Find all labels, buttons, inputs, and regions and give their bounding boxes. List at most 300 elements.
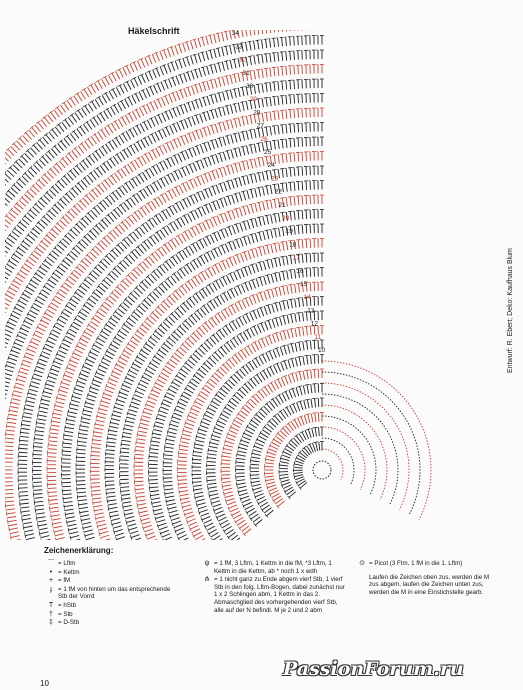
stitch-mark xyxy=(218,313,223,320)
stitch-mark xyxy=(244,222,247,231)
stitch-crossbar xyxy=(1,300,3,304)
stitch-mark xyxy=(153,505,162,507)
stitch-mark xyxy=(165,366,172,371)
stitch-mark xyxy=(53,299,61,304)
stitch-mark xyxy=(260,262,263,271)
stitch-mark xyxy=(189,522,197,525)
stitch-mark xyxy=(231,105,233,114)
stitch-mark xyxy=(77,315,85,320)
stitch-mark xyxy=(0,355,2,358)
stitch-mark xyxy=(100,166,105,173)
stitch-mark xyxy=(303,341,304,350)
stitch-mark xyxy=(240,334,245,342)
stitch-mark xyxy=(238,490,247,492)
stitch-mark xyxy=(257,439,265,443)
stitch-mark xyxy=(75,148,80,155)
stitch-mark xyxy=(207,476,216,477)
stitch-mark xyxy=(115,337,123,342)
stitch-mark xyxy=(294,138,295,147)
stitch-mark xyxy=(87,234,93,240)
stitch-mark xyxy=(238,103,240,112)
stitch-mark xyxy=(274,381,278,389)
stitch-mark xyxy=(78,289,85,294)
stitch-mark xyxy=(169,110,173,118)
stitch-mark xyxy=(210,404,218,409)
stitch-mark xyxy=(191,212,195,220)
stitch-crossbar xyxy=(0,335,2,339)
stitch-mark xyxy=(267,452,276,455)
stitch-mark xyxy=(110,318,117,323)
stitch-mark xyxy=(34,251,41,256)
stitch-mark xyxy=(241,440,249,443)
stitch-mark xyxy=(208,450,217,452)
stitch-mark xyxy=(169,428,178,430)
stitch-mark xyxy=(125,115,129,123)
stitch-mark xyxy=(219,330,224,337)
stitch-mark xyxy=(127,374,135,378)
stitch-mark xyxy=(4,219,11,225)
stitch-mark xyxy=(75,389,84,392)
stitch-mark xyxy=(24,409,33,411)
stitch-mark xyxy=(177,531,185,535)
stitch-mark xyxy=(14,343,22,346)
stitch-mark xyxy=(165,193,169,201)
stitch-mark xyxy=(86,195,92,202)
stitch-mark xyxy=(185,150,189,158)
stitch-mark xyxy=(230,273,234,281)
stitch-mark xyxy=(233,256,236,264)
stitch-mark xyxy=(134,312,141,318)
stitch-mark xyxy=(201,345,207,351)
stitch-mark xyxy=(302,225,303,234)
stitch-mark xyxy=(229,324,234,332)
stitch-mark xyxy=(0,404,4,406)
stitch-mark xyxy=(141,303,148,309)
stitch-mark xyxy=(47,192,53,198)
stitch-mark xyxy=(245,267,248,275)
stitch-mark xyxy=(199,291,204,298)
stitch-mark xyxy=(243,408,250,414)
stitch-mark xyxy=(44,174,50,181)
stitch-mark xyxy=(176,376,184,381)
stitch-mark xyxy=(23,417,32,419)
stitch-mark xyxy=(274,140,275,149)
stitch-mark xyxy=(286,81,287,90)
stitch-mark xyxy=(207,111,210,120)
stitch-mark xyxy=(128,164,133,172)
stitch-mark xyxy=(194,448,203,450)
stitch-mark xyxy=(98,286,105,292)
stitch-mark xyxy=(183,303,189,310)
stitch-mark xyxy=(7,513,16,514)
stitch-mark xyxy=(88,325,96,330)
stitch-mark xyxy=(250,328,254,336)
stitch-mark xyxy=(17,336,25,340)
stitch-mark xyxy=(171,420,180,423)
stitch-mark xyxy=(268,385,273,393)
stitch-mark xyxy=(60,289,67,294)
stitch-mark xyxy=(188,338,194,344)
stitch-mark xyxy=(244,237,247,246)
stitch-mark xyxy=(6,430,15,431)
stitch-mark xyxy=(6,509,15,510)
stitch-mark xyxy=(35,204,42,210)
stitch-mark xyxy=(256,294,259,302)
stitch-mark xyxy=(220,520,228,524)
stitch-mark xyxy=(27,260,34,265)
stitch-mark xyxy=(11,350,19,353)
stitch-mark xyxy=(139,384,147,388)
stitch-mark xyxy=(276,318,279,327)
stitch-mark xyxy=(173,93,176,101)
stitch-mark xyxy=(238,286,242,294)
stitch-mark xyxy=(251,461,260,462)
stitch-mark xyxy=(306,225,307,234)
stitch-mark xyxy=(151,441,160,443)
stitch-mark xyxy=(250,475,259,476)
stitch-mark xyxy=(243,502,251,506)
stitch-mark xyxy=(221,347,227,354)
stitch-mark xyxy=(55,184,61,191)
stitch-mark xyxy=(9,213,16,219)
stitch-mark xyxy=(137,500,146,502)
stitch-mark xyxy=(290,197,291,206)
stitch-mark xyxy=(216,281,220,289)
stitch-mark xyxy=(204,363,211,369)
stitch-mark xyxy=(49,280,56,285)
stitch-mark xyxy=(234,395,241,401)
stitch-mark xyxy=(38,524,47,526)
stitch-mark xyxy=(204,415,212,419)
stitch-mark xyxy=(228,307,233,315)
stitch-mark xyxy=(30,342,38,346)
stitch-mark xyxy=(16,339,24,343)
stitch-mark xyxy=(133,128,137,136)
stitch-mark xyxy=(66,156,72,163)
stitch-mark xyxy=(39,324,47,328)
stitch-mark xyxy=(201,272,206,280)
stitch-mark xyxy=(20,503,29,504)
stitch-mark xyxy=(12,399,21,401)
stitch-mark xyxy=(266,353,270,361)
stitch-mark xyxy=(294,124,295,133)
stitch-mark xyxy=(8,414,17,416)
stitch-mark xyxy=(282,227,283,236)
stitch-mark xyxy=(49,211,56,217)
stitch-mark xyxy=(226,326,231,333)
stitch-mark xyxy=(19,301,27,305)
stitch-mark xyxy=(154,101,158,109)
stitch-mark xyxy=(197,433,206,436)
stitch-mark xyxy=(180,538,188,540)
stitch-mark xyxy=(44,348,52,352)
stitch-mark xyxy=(178,461,187,462)
stitch-mark xyxy=(30,210,37,216)
stitch-mark xyxy=(315,398,316,407)
stitch-mark xyxy=(188,385,196,390)
stitch-mark xyxy=(215,511,223,514)
stitch-mark xyxy=(93,380,101,383)
stitch-mark xyxy=(261,308,264,316)
stitch-mark xyxy=(179,491,188,492)
stitch-mark xyxy=(169,207,174,215)
stitch-mark xyxy=(185,341,192,347)
stitch-mark xyxy=(97,338,105,343)
stitch-mark xyxy=(197,258,202,266)
stitch-mark xyxy=(270,446,278,450)
stitch-mark xyxy=(213,217,217,225)
stitch-mark xyxy=(107,438,116,439)
stitch-mark xyxy=(125,513,134,515)
stitch-mark xyxy=(17,203,24,209)
stitch-mark xyxy=(1,222,8,228)
crochet-diagram xyxy=(0,30,490,540)
stitch-mark xyxy=(81,519,90,521)
stitch-mark xyxy=(51,369,59,372)
stitch-mark xyxy=(206,221,210,229)
stitch-mark xyxy=(3,333,11,337)
stitch-mark xyxy=(175,409,183,412)
stitch-mark xyxy=(20,432,29,433)
stitch-mark xyxy=(303,386,305,395)
stitch-mark xyxy=(222,482,231,483)
stitch-mark xyxy=(174,379,182,384)
stitch-mark xyxy=(63,439,72,440)
stitch-mark xyxy=(102,146,107,153)
stitch-mark xyxy=(246,314,250,322)
stitch-mark xyxy=(2,271,10,276)
stitch-mark xyxy=(278,96,279,105)
stitch-mark xyxy=(19,499,28,500)
stitch-mark xyxy=(142,416,151,419)
stitch-mark xyxy=(97,312,104,317)
stitch-mark xyxy=(283,316,285,325)
stitch-mark xyxy=(206,205,210,213)
stitch-mark xyxy=(251,204,253,213)
stitch-mark xyxy=(124,509,133,511)
stitch-mark xyxy=(82,414,91,416)
stitch-mark xyxy=(196,242,200,250)
stitch-mark xyxy=(47,310,55,315)
stitch-mark xyxy=(109,379,117,383)
stitch-mark xyxy=(222,245,226,253)
stitch-mark xyxy=(63,217,69,223)
stitch-mark xyxy=(282,183,283,192)
stitch-mark xyxy=(231,305,235,313)
stitch-mark xyxy=(136,443,145,444)
stitch-mark xyxy=(198,193,202,201)
stitch-mark xyxy=(215,94,217,103)
stitch-mark xyxy=(220,153,223,162)
stitch-mark xyxy=(54,530,63,532)
stitch-mark xyxy=(130,130,134,138)
stitch-mark xyxy=(243,191,245,200)
stitch-mark xyxy=(271,215,273,224)
stitch-mark xyxy=(95,188,101,195)
stitch-mark xyxy=(98,243,104,249)
stitch-mark xyxy=(72,151,78,158)
stitch-mark xyxy=(243,176,245,185)
stitch-mark xyxy=(279,474,288,475)
stitch-mark xyxy=(263,370,268,378)
stitch-mark xyxy=(174,413,182,416)
stitch-mark xyxy=(42,290,50,295)
stitch-mark xyxy=(188,103,191,111)
stitch-mark xyxy=(267,275,269,284)
stitch-mark xyxy=(190,382,197,387)
stitch-mark xyxy=(0,400,5,402)
stitch-mark xyxy=(235,355,240,362)
stitch-mark xyxy=(213,431,221,434)
stitch-mark xyxy=(311,384,312,393)
stitch-mark xyxy=(174,221,179,229)
stitch-mark xyxy=(236,458,245,459)
stitch-mark xyxy=(148,277,154,284)
stitch-mark xyxy=(211,251,215,259)
stitch-mark xyxy=(116,138,121,146)
stitch-mark xyxy=(283,452,291,456)
stitch-mark xyxy=(19,200,26,206)
stitch-mark xyxy=(290,139,291,148)
stitch-mark xyxy=(43,392,52,394)
stitch-mark xyxy=(126,321,133,326)
stitch-mark xyxy=(211,80,213,89)
stitch-mark xyxy=(201,160,204,168)
stitch-mark xyxy=(164,301,170,308)
stitch-mark xyxy=(34,303,42,308)
stitch-mark xyxy=(270,97,271,106)
stitch-mark xyxy=(153,166,157,174)
stitch-mark xyxy=(81,144,86,151)
stitch-mark xyxy=(152,390,160,394)
stitch-mark xyxy=(41,355,49,358)
stitch-mark xyxy=(48,445,57,446)
stitch-mark xyxy=(64,435,73,436)
stitch-mark xyxy=(156,418,165,421)
stitch-mark xyxy=(193,452,202,453)
stitch-mark xyxy=(291,299,293,308)
stitch-mark xyxy=(251,174,253,183)
stitch-mark xyxy=(0,408,4,410)
stitch-mark xyxy=(91,455,100,456)
stitch-crossbar xyxy=(1,379,2,383)
stitch-mark xyxy=(105,217,111,224)
stitch-mark xyxy=(68,412,77,414)
stitch-mark xyxy=(224,167,227,176)
stitch-mark xyxy=(270,200,272,209)
stitch-mark xyxy=(74,227,80,233)
stitch-mark xyxy=(39,411,48,413)
stitch-mark xyxy=(23,522,32,524)
stitch-mark xyxy=(158,328,165,334)
stitch-mark xyxy=(20,270,28,275)
stitch-mark xyxy=(108,504,117,505)
stitch-mark xyxy=(207,236,211,244)
stitch-mark xyxy=(6,434,15,435)
stitch-mark xyxy=(143,525,152,528)
stitch-mark xyxy=(193,485,202,486)
stitch-mark xyxy=(262,339,266,347)
stitch-mark xyxy=(297,403,300,411)
stitch-mark xyxy=(219,123,222,132)
stitch-mark xyxy=(253,450,262,453)
stitch-mark xyxy=(226,383,233,389)
stitch-mark xyxy=(86,537,95,540)
stitch-mark xyxy=(165,496,174,498)
stitch-mark xyxy=(235,517,243,522)
stitch-mark xyxy=(266,83,267,92)
stitch-mark xyxy=(3,373,12,376)
stitch-mark xyxy=(134,195,139,202)
stitch-mark xyxy=(269,401,274,408)
stitch-mark xyxy=(263,187,265,196)
stitch-mark xyxy=(158,115,162,123)
stitch-mark xyxy=(62,486,71,487)
stitch-mark xyxy=(7,238,14,243)
stitch-mark xyxy=(270,185,272,194)
stitch-mark xyxy=(84,305,91,310)
stitch-mark xyxy=(4,489,13,490)
stitch-mark xyxy=(234,104,236,113)
stitch-mark xyxy=(174,311,180,318)
stitch-mark xyxy=(192,529,200,533)
stitch-mark xyxy=(172,293,178,300)
stitch-mark xyxy=(201,175,204,183)
stitch-mark xyxy=(112,250,118,257)
stitch-mark xyxy=(301,417,304,425)
stitch-mark xyxy=(79,221,85,227)
stitch-mark xyxy=(65,513,74,515)
stitch-mark xyxy=(294,472,303,473)
stitch-mark xyxy=(0,228,4,233)
stitch-mark xyxy=(22,267,29,272)
stitch-mark xyxy=(170,359,177,364)
stitch-mark xyxy=(179,169,183,177)
stitch-mark xyxy=(239,133,241,142)
stitch-mark xyxy=(56,402,65,404)
stitch-mark xyxy=(305,430,309,438)
stitch-mark xyxy=(71,251,78,257)
stitch-mark xyxy=(114,268,120,274)
stitch-mark xyxy=(200,425,208,428)
stitch-mark xyxy=(154,183,159,191)
stitch-mark xyxy=(292,359,294,368)
stitch-mark xyxy=(7,291,15,295)
stitch-mark xyxy=(295,313,297,322)
stitch-mark xyxy=(269,449,277,452)
stitch-mark xyxy=(217,216,220,224)
stitch-mark xyxy=(10,406,19,408)
stitch-mark xyxy=(82,219,88,226)
stitch-mark xyxy=(234,89,236,98)
stitch-mark xyxy=(124,239,130,246)
stitch-mark xyxy=(209,358,215,364)
stitch-mark xyxy=(38,296,46,301)
stitch-mark xyxy=(216,170,219,178)
stitch-mark xyxy=(246,116,248,125)
stitch-mark xyxy=(186,182,190,190)
stitch-mark xyxy=(149,487,158,488)
stitch-mark xyxy=(106,277,113,283)
stitch-mark xyxy=(41,536,50,538)
stitch-mark xyxy=(282,482,290,485)
stitch-mark xyxy=(68,302,76,307)
stitch-mark xyxy=(45,260,52,265)
stitch-mark xyxy=(232,210,235,219)
stitch-mark xyxy=(219,78,221,87)
stitch-mark xyxy=(283,257,285,266)
stitch-mark xyxy=(91,137,96,144)
